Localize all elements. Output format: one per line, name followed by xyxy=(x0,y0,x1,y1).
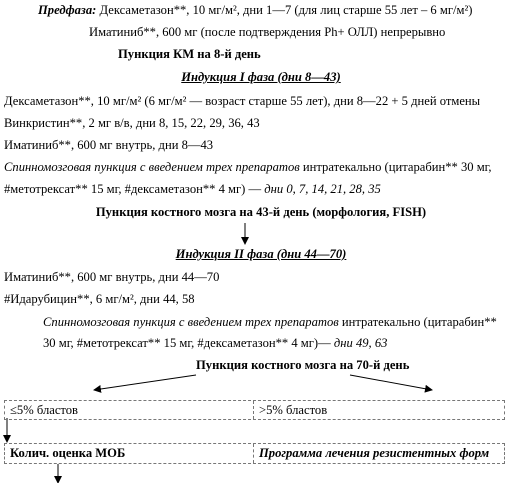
mrd-cell xyxy=(5,444,253,463)
prephase-line-1 xyxy=(38,3,472,18)
induction1-spinal-line-2 xyxy=(4,182,381,197)
induction2-imatinib: Иматиниб**, 600 мг внутрь, дни 44—70 xyxy=(4,270,220,284)
puncture-day43: Пункция костного мозга на 43-й день (морфология, FISH) xyxy=(95,205,427,219)
resistant-label: Программа лечения резистентных форм xyxy=(259,446,490,460)
induction1-spinal-italic: Спинномозговая пункция с введением трех препаратов xyxy=(4,160,300,174)
blasts-low-cell xyxy=(5,401,253,419)
induction1-spinal-days: дни 0, 7, 14, 21, 28, 35 xyxy=(264,182,381,196)
induction2-spinal-drugs: 30 мг, #метотрексат** 15 мг, #дексаметазон** 4 мг)— xyxy=(43,336,334,350)
blasts-table xyxy=(4,400,505,420)
arrow-left-low-blasts xyxy=(94,375,196,390)
induction1-dexamethasone: Дексаметазон**, 10 мг/м² (6 мг/м² — возраст старше 55 лет), дни 8—22 + 5 дней отмены xyxy=(4,94,481,108)
induction2-spinal-line-2 xyxy=(43,336,387,351)
prephase-imatinib: Иматиниб**, 600 мг (после подтверждения Ph+ ОЛЛ) непрерывно xyxy=(89,25,446,39)
blasts-low-label: ≤5% бластов xyxy=(10,403,78,417)
induction1-spinal-line-1 xyxy=(4,160,492,175)
blasts-high-label: >5% бластов xyxy=(259,403,328,417)
induction1-vincristine: Винкристин**, 2 мг в/в, дни 8, 15, 22, 29, 36, 43 xyxy=(4,116,260,130)
outcomes-table xyxy=(4,443,505,464)
induction2-title: Индукция II фаза (дни 44—70) xyxy=(175,247,347,261)
resistant-cell xyxy=(253,444,504,463)
prephase-dexamethasone: Дексаметазон**, 10 мг/м², дни 1—7 (для лиц старше 55 лет – 6 мг/м²) xyxy=(96,3,473,17)
mrd-label: Колич. оценка МОБ xyxy=(10,446,126,460)
induction1-spinal-drugs: #метотрексат** 15 мг, #дексаметазон** 4 мг) — xyxy=(4,182,265,196)
induction2-idarubicin: #Идарубицин**, 6 мг/м², дни 44, 58 xyxy=(4,292,195,306)
arrow-right-high-blasts xyxy=(350,375,432,390)
puncture-day8: Пункция КМ на 8-й день xyxy=(118,47,261,61)
induction1-imatinib: Иматиниб**, 600 мг внутрь, дни 8—43 xyxy=(4,138,214,152)
induction2-spinal-line-1 xyxy=(43,315,497,330)
induction2-spinal-rest: интратекально (цитарабин** xyxy=(338,315,497,329)
blasts-high-cell xyxy=(253,401,504,419)
induction2-spinal-days: дни 49, 63 xyxy=(333,336,388,350)
induction1-spinal-rest: интратекально (цитарабин** 30 мг, xyxy=(299,160,492,174)
induction1-title: Индукция I фаза (дни 8—43) xyxy=(181,70,341,84)
induction2-spinal-italic: Спинномозговая пункция с введением трех препаратов xyxy=(43,315,339,329)
prephase-label: Предфаза: xyxy=(38,3,97,17)
puncture-day70: Пункция костного мозга на 70-й день xyxy=(196,358,410,372)
